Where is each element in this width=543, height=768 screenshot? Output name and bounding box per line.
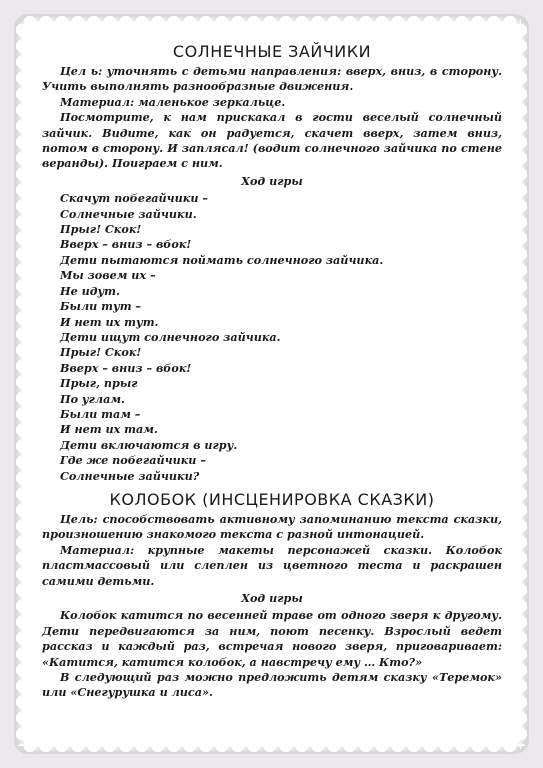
section2-story: Колобок катится по весенней траве от одного зверя к другому. Дети передвигаются за ним, поют песенку. Взрослый ведет рассказ и каждый раз, встречая нового зверя, приговаривает: «Катится, катится колобок, а навстречу ему … Кто?» (42, 608, 502, 669)
section2-subtitle: Ход игры (241, 591, 303, 605)
section1-verse (42, 191, 502, 484)
document-content (42, 42, 502, 701)
verse-line: Солнечные зайчики? (60, 468, 200, 483)
verse-line: Где же побегайчики – (60, 453, 206, 468)
section1-material: Материал: маленькое зеркальце. (60, 94, 286, 109)
section2-material: Материал: крупные макеты персонажей сказки. Колобок пластмассовый или слеплен из цветного теста и раскрашен самими детьми. (42, 542, 502, 588)
verse-line: Солнечные зайчики. (60, 206, 197, 221)
section2-title: КОЛОБОК (ИНСЦЕНИРОВКА СКАЗКИ) (109, 489, 435, 509)
verse-line: По углам. (60, 391, 125, 406)
section1-subtitle: Ход игры (241, 173, 303, 188)
verse-line: Прыг, прыг (60, 376, 138, 391)
verse-line: И нет их тут. (60, 314, 159, 329)
verse-line: Вверх – вниз – вбок! (60, 237, 192, 252)
section1-intro: Посмотрите, к нам прискакал в гости веселый солнечный зайчик. Видите, как он радуется, скачет вверх, затем вниз, потом в сторону. И заплясал! (водит солнечного зайчика по стене веранды). Поиграем с ним. (42, 110, 502, 171)
verse-line: Мы зовем их – (60, 268, 156, 283)
verse-line: Прыг! Скок! (60, 345, 142, 360)
verse-line: Были тут – (60, 299, 142, 314)
section2-goal: Цель: способствовать активному запоминанию текста сказки, произношению знакомого текста с разной интонацией. (42, 511, 502, 542)
verse-line: Прыг! Скок! (60, 222, 142, 237)
section1-title: СОЛНЕЧНЫЕ ЗАЙЧИКИ (172, 42, 372, 61)
verse-line: Вверх – вниз – вбок! (60, 360, 192, 375)
section2-next-time: В следующий раз можно предложить детям сказку «Теремок» или «Снегурушка и лиса». (42, 670, 502, 700)
verse-line: Были там – (60, 406, 141, 421)
verse-line: Дети ищут солнечного зайчика. (60, 329, 281, 344)
verse-line: Дети пытаются поймать солнечного зайчика. (60, 252, 384, 267)
verse-line: Не идут. (60, 283, 120, 298)
section1-goal: Цел ь: уточнять с детьми направления: вверх, вниз, в сторону. Учить выполнять разнообразные движения. (42, 64, 502, 94)
verse-line: И нет их там. (60, 422, 158, 437)
verse-line: Дети включаются в игру. (60, 437, 238, 452)
verse-line: Скачут побегайчики – (60, 191, 208, 206)
